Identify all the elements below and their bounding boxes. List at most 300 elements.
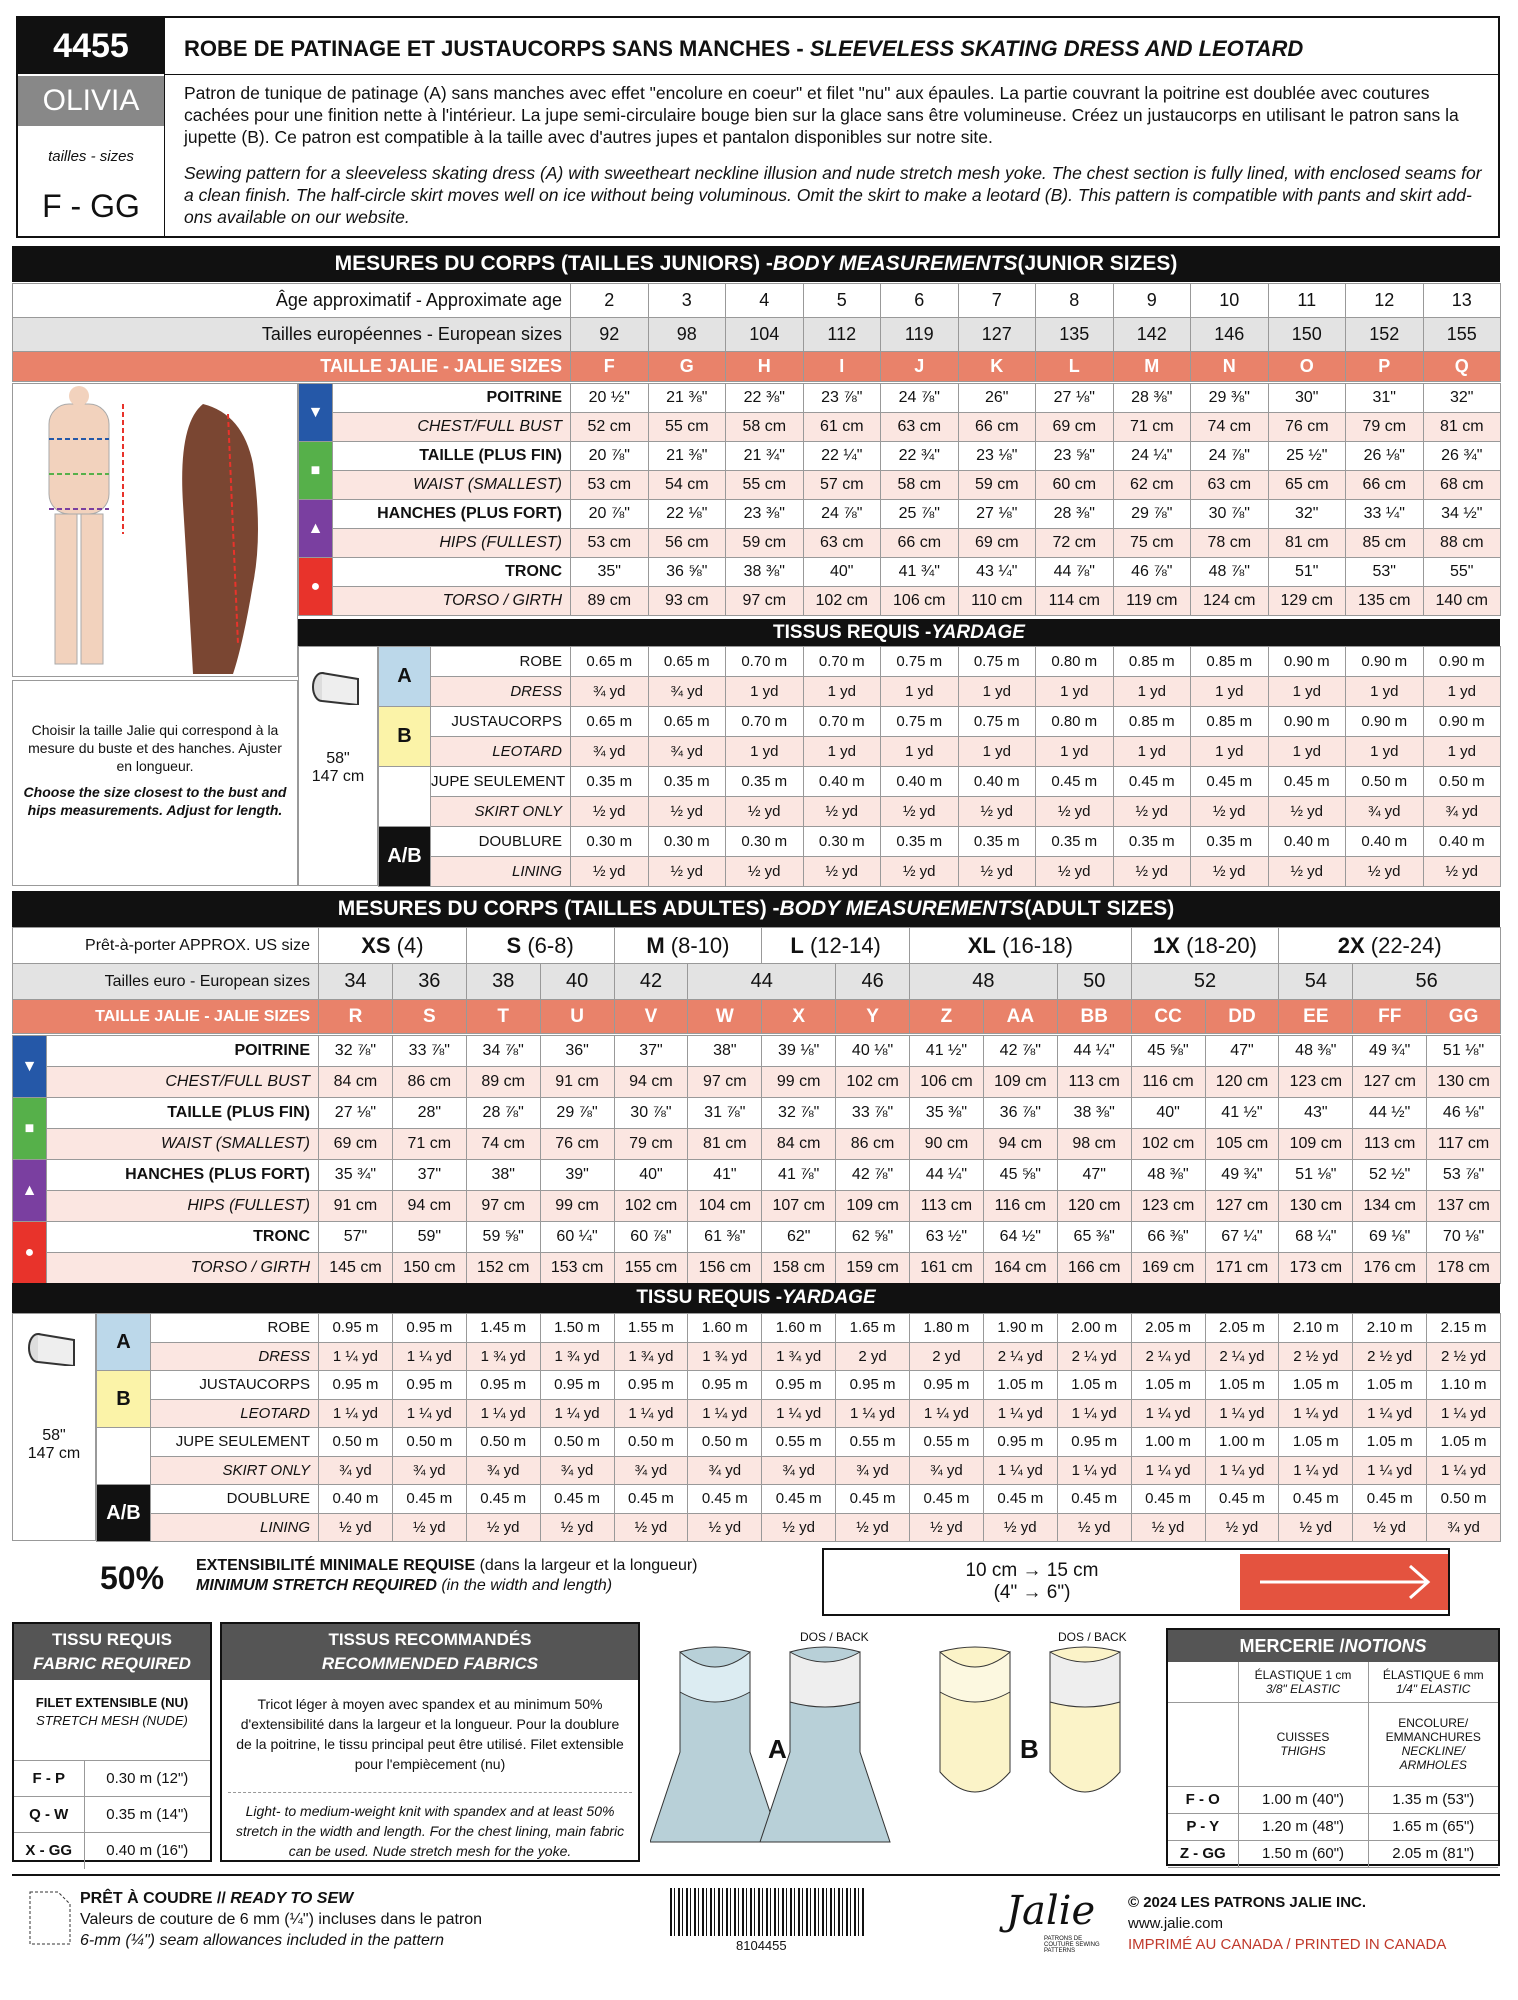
measure-cm-cell: 58 cm (881, 471, 959, 500)
yardage-yard-cell: ½ yd (571, 857, 649, 887)
measure-label-fr: POITRINE (333, 384, 571, 413)
euro-size-cell: 40 (540, 964, 614, 1000)
notion-size-range: F - O (1168, 1786, 1238, 1813)
yardage-metre-cell: 0.65 m (648, 707, 726, 737)
yardage-metre-cell: 1.60 m (688, 1314, 762, 1343)
yardage-yard-cell: 1 ¼ yd (319, 1399, 393, 1428)
measure-cm-cell: 59 cm (726, 529, 804, 558)
measure-inch-cell: 49 ¾" (1205, 1160, 1279, 1191)
measure-cm-cell: 81 cm (1423, 413, 1501, 442)
measure-cm-cell: 124 cm (1191, 587, 1269, 616)
measure-inch-cell: 22 ⅜" (726, 384, 804, 413)
yardage-yard-cell: 1 ¾ yd (688, 1342, 762, 1371)
yardage-yard-cell: ½ yd (614, 1513, 688, 1542)
yardage-yard-cell: 1 ¼ yd (1205, 1456, 1279, 1485)
yardage-metre-cell: 0.45 m (1036, 767, 1114, 797)
yardage-label-fr: DOUBLURE (431, 827, 571, 857)
measure-inch-cell: 46 ⅞" (1113, 558, 1191, 587)
yardage-label-fr: JUSTAUCORPS (151, 1371, 319, 1400)
view-b-label: B (1020, 1734, 1039, 1764)
jalie-size-cell: L (1036, 352, 1114, 382)
yardage-metre-cell: 0.30 m (803, 827, 881, 857)
measure-cm-cell: 76 cm (1268, 413, 1346, 442)
jalie-size-cell: DD (1205, 1000, 1279, 1034)
measure-cm-cell: 61 cm (803, 413, 881, 442)
yardage-metre-cell: 0.45 m (1113, 767, 1191, 797)
notion-amount: 1.50 m (60") (1238, 1840, 1368, 1867)
stretch-text: EXTENSIBILITÉ MINIMALE REQUISE (dans la largeur et la longueur) MINIMUM STRETCH REQUIRED (in the width and length) (196, 1557, 698, 1594)
measure-inch-cell: 33 ⅞" (392, 1036, 466, 1067)
measure-cm-cell: 55 cm (726, 471, 804, 500)
measure-cm-cell: 140 cm (1423, 587, 1501, 616)
jalie-size-cell: R (319, 1000, 393, 1034)
barcode-number: 8104455 (736, 1938, 787, 1953)
yardage-metre-cell: 0.65 m (571, 707, 649, 737)
measure-inch-cell: 42 ⅞" (983, 1036, 1057, 1067)
fabric-size-range: Q - W (14, 1797, 84, 1833)
measure-cm-cell: 85 cm (1346, 529, 1424, 558)
fabric-amount: 0.40 m (16") (106, 1842, 189, 1860)
yardage-yard-cell: 1 ¼ yd (1205, 1399, 1279, 1428)
fabric-roll-icon (308, 665, 368, 705)
yardage-metre-cell: 0.30 m (726, 827, 804, 857)
jalie-size-label: TAILLE JALIE - JALIE SIZES (13, 1000, 319, 1034)
measure-cm-cell: 72 cm (1036, 529, 1114, 558)
yardage-metre-cell: 0.85 m (1113, 647, 1191, 677)
yardage-metre-cell: 2.00 m (1057, 1314, 1131, 1343)
junior-yardage-title: TISSUS REQUIS - YARDAGE (298, 619, 1500, 646)
yardage-metre-cell: 0.45 m (1191, 767, 1269, 797)
yardage-view-tag: A/B (379, 827, 431, 887)
yardage-yard-cell: 1 yd (803, 677, 881, 707)
measure-inch-cell: 24 ⅞" (1191, 442, 1269, 471)
measure-cm-cell: 71 cm (1113, 413, 1191, 442)
measure-inch-cell: 60 ¼" (540, 1222, 614, 1253)
age-label: Âge approximatif - Approximate age (13, 284, 571, 318)
adult-title: MESURES DU CORPS (TAILLES ADULTES) - BODY MEASUREMENTS (ADULT SIZES) (12, 891, 1500, 927)
jalie-size-cell: BB (1057, 1000, 1131, 1034)
yardage-yard-cell: 1 ¼ yd (466, 1399, 540, 1428)
body-figure-illustration (13, 384, 299, 678)
yardage-yard-cell: ½ yd (1191, 797, 1269, 827)
yardage-yard-cell: 2 ¼ yd (983, 1342, 1057, 1371)
yardage-yard-cell: 2 ¼ yd (1057, 1342, 1131, 1371)
yardage-metre-cell: 0.45 m (688, 1485, 762, 1514)
torso-icon: ● (299, 558, 333, 616)
us-size-cell: XL (16-18) (910, 928, 1132, 964)
yardage-yard-cell: ¾ yd (392, 1456, 466, 1485)
choose-size-note: Choisir la taille Jalie qui correspond à la mesure du buste et des hanches. Ajuster en longueur. Choose the size closest to the bust and hips measurements. Adjust for length. (12, 680, 298, 886)
yardage-metre-cell: 0.65 m (648, 647, 726, 677)
ready-to-sew-icon (28, 1890, 72, 1946)
yardage-yard-cell: ¾ yd (319, 1456, 393, 1485)
recommended-fabrics-box: TISSUS RECOMMANDÉS RECOMMENDED FABRICS Tricot léger à moyen avec spandex et au minimum 50% d'extensibilité dans la largeur et la longueur. Pour la doublure de la poitrine, le tissu principal peut être utilisé. Filet extensible pour l'empiècement (nu) Light- to medium-weight knit with spandex and at least 50% stretch in the width and length. For the chest lining, main fabric can be used. Nude stretch mesh for the yoke. (220, 1622, 640, 1862)
measure-inch-cell: 34 ⅞" (466, 1036, 540, 1067)
yardage-yard-cell: 1 ¼ yd (1427, 1399, 1501, 1428)
measure-cm-cell: 102 cm (803, 587, 881, 616)
yardage-metre-cell: 0.50 m (1427, 1485, 1501, 1514)
yardage-yard-cell: 2 yd (910, 1342, 984, 1371)
yardage-label-en: SKIRT ONLY (151, 1456, 319, 1485)
measure-inch-cell: 33 ¼" (1346, 500, 1424, 529)
measure-inch-cell: 28 ⅜" (1036, 500, 1114, 529)
measure-inch-cell: 26 ¾" (1423, 442, 1501, 471)
measure-cm-cell: 54 cm (648, 471, 726, 500)
yardage-metre-cell: 0.55 m (836, 1428, 910, 1457)
measure-inch-cell: 38 ⅜" (1057, 1098, 1131, 1129)
measure-label-fr: POITRINE (47, 1036, 319, 1067)
measure-cm-cell: 99 cm (762, 1067, 836, 1098)
yardage-metre-cell: 0.45 m (836, 1485, 910, 1514)
euro-size-cell: 112 (803, 318, 881, 352)
yardage-metre-cell: 0.35 m (881, 827, 959, 857)
yardage-yard-cell: ½ yd (319, 1513, 393, 1542)
measure-inch-cell: 65 ⅜" (1057, 1222, 1131, 1253)
measure-cm-cell: 79 cm (614, 1129, 688, 1160)
measure-inch-cell: 25 ⅞" (881, 500, 959, 529)
measure-inch-cell: 35" (571, 558, 649, 587)
measure-cm-cell: 84 cm (762, 1129, 836, 1160)
yardage-yard-cell: ½ yd (540, 1513, 614, 1542)
age-cell: 6 (881, 284, 959, 318)
jalie-size-cell: W (688, 1000, 762, 1034)
measure-inch-cell: 44 ½" (1353, 1098, 1427, 1129)
measure-inch-cell: 53 ⅞" (1427, 1160, 1501, 1191)
copyright: © 2024 LES PATRONS JALIE INC. www.jalie.com IMPRIMÉ AU CANADA / PRINTED IN CANADA (1128, 1894, 1447, 1953)
yardage-yard-cell: ¾ yd (466, 1456, 540, 1485)
measure-inch-cell: 40" (803, 558, 881, 587)
yardage-yard-cell: 1 ¼ yd (983, 1456, 1057, 1485)
jalie-size-cell: M (1113, 352, 1191, 382)
jalie-size-cell: F (571, 352, 649, 382)
yardage-metre-cell: 1.05 m (1279, 1428, 1353, 1457)
euro-size-cell: 152 (1346, 318, 1424, 352)
yardage-yard-cell: ½ yd (688, 1513, 762, 1542)
measure-cm-cell: 153 cm (540, 1253, 614, 1284)
adult-fabric-width: 58" 147 cm (12, 1313, 96, 1541)
euro-size-cell: 34 (319, 964, 393, 1000)
yardage-yard-cell: 1 yd (1268, 737, 1346, 767)
yardage-yard-cell: 1 ¾ yd (614, 1342, 688, 1371)
measure-cm-cell: 90 cm (910, 1129, 984, 1160)
measure-cm-cell: 98 cm (1057, 1129, 1131, 1160)
yardage-yard-cell: 1 ¼ yd (836, 1399, 910, 1428)
bust-icon: ▼ (13, 1036, 47, 1098)
page-title: ROBE DE PATINAGE ET JUSTAUCORPS SANS MANCHES - SLEEVELESS SKATING DRESS AND LEOTARD (184, 36, 1304, 61)
yardage-yard-cell: 1 ¼ yd (540, 1399, 614, 1428)
measure-inch-cell: 23 ⅞" (803, 384, 881, 413)
measure-cm-cell: 97 cm (466, 1191, 540, 1222)
jalie-size-cell: Y (836, 1000, 910, 1034)
measure-inch-cell: 63 ½" (910, 1222, 984, 1253)
measure-cm-cell: 109 cm (1279, 1129, 1353, 1160)
yardage-yard-cell: 1 yd (726, 677, 804, 707)
measure-cm-cell: 84 cm (319, 1067, 393, 1098)
measure-cm-cell: 78 cm (1191, 529, 1269, 558)
yardage-metre-cell: 0.35 m (1036, 827, 1114, 857)
measure-inch-cell: 38 ⅜" (726, 558, 804, 587)
yardage-label-en: DRESS (431, 677, 571, 707)
measure-cm-cell: 130 cm (1427, 1067, 1501, 1098)
jalie-size-cell: GG (1427, 1000, 1501, 1034)
yardage-metre-cell: 0.35 m (726, 767, 804, 797)
yardage-yard-cell: 1 ¾ yd (762, 1342, 836, 1371)
measure-inch-cell: 22 ⅛" (648, 500, 726, 529)
euro-size-label: Tailles euro - European sizes (13, 964, 319, 1000)
yardage-metre-cell: 2.05 m (1205, 1314, 1279, 1343)
adult-size-table (12, 927, 1501, 1034)
yardage-yard-cell: ½ yd (881, 857, 959, 887)
measure-inch-cell: 37" (392, 1160, 466, 1191)
yardage-metre-cell: 0.95 m (540, 1371, 614, 1400)
measure-inch-cell: 53" (1346, 558, 1424, 587)
yardage-metre-cell: 0.85 m (1191, 647, 1269, 677)
jalie-size-cell: G (648, 352, 726, 382)
yardage-metre-cell: 0.95 m (466, 1371, 540, 1400)
jalie-size-cell: N (1191, 352, 1269, 382)
yardage-yard-cell: ½ yd (726, 857, 804, 887)
yardage-metre-cell: 0.45 m (614, 1485, 688, 1514)
yardage-metre-cell: 0.70 m (803, 707, 881, 737)
sizes-label: tailles - sizes (48, 148, 134, 165)
yardage-yard-cell: 1 ¼ yd (762, 1399, 836, 1428)
yardage-yard-cell: 1 yd (1423, 737, 1501, 767)
measure-cm-cell: 104 cm (688, 1191, 762, 1222)
yardage-metre-cell: 0.45 m (762, 1485, 836, 1514)
measure-cm-cell: 116 cm (983, 1191, 1057, 1222)
euro-size-cell: 119 (881, 318, 959, 352)
yardage-metre-cell: 0.50 m (466, 1428, 540, 1457)
yardage-metre-cell: 0.95 m (762, 1371, 836, 1400)
waist-icon: ■ (13, 1098, 47, 1160)
yardage-metre-cell: 0.50 m (540, 1428, 614, 1457)
jalie-size-cell: X (762, 1000, 836, 1034)
yardage-yard-cell: 1 ¼ yd (1353, 1456, 1427, 1485)
measure-inch-cell: 21 ¾" (726, 442, 804, 471)
yardage-yard-cell: 1 yd (1113, 677, 1191, 707)
measure-cm-cell: 105 cm (1205, 1129, 1279, 1160)
fabric-amount: 0.35 m (14") (106, 1806, 189, 1823)
measure-inch-cell: 59 ⅝" (466, 1222, 540, 1253)
yardage-metre-cell: 0.90 m (1346, 707, 1424, 737)
measure-inch-cell: 26 ⅛" (1346, 442, 1424, 471)
age-cell: 5 (803, 284, 881, 318)
measure-cm-cell: 69 cm (319, 1129, 393, 1160)
stretch-gauge: 10 cm → 15 cm (4" → 6") (822, 1548, 1450, 1616)
euro-size-cell: 56 (1353, 964, 1501, 1000)
measure-cm-cell: 137 cm (1427, 1191, 1501, 1222)
yardage-yard-cell: ½ yd (1036, 857, 1114, 887)
yardage-metre-cell: 0.70 m (803, 647, 881, 677)
yardage-metre-cell: 0.85 m (1113, 707, 1191, 737)
age-cell: 13 (1423, 284, 1501, 318)
measure-label-fr: HANCHES (PLUS FORT) (333, 500, 571, 529)
measure-cm-cell: 81 cm (688, 1129, 762, 1160)
measure-inch-cell: 36 ⅝" (648, 558, 726, 587)
measure-inch-cell: 46 ⅛" (1427, 1098, 1501, 1129)
measure-inch-cell: 40" (1131, 1098, 1205, 1129)
euro-size-cell: 127 (958, 318, 1036, 352)
yardage-yard-cell: 1 ¾ yd (466, 1342, 540, 1371)
yardage-metre-cell: 0.45 m (1205, 1485, 1279, 1514)
neckline-label: ENCOLURE/ EMMANCHURES (1385, 1716, 1481, 1744)
yardage-yard-cell: ½ yd (983, 1513, 1057, 1542)
yardage-yard-cell: 1 yd (1346, 677, 1424, 707)
yardage-yard-cell: 1 yd (881, 737, 959, 767)
jalie-logo: Jalie (1006, 1888, 1096, 1934)
yardage-metre-cell: 0.35 m (958, 827, 1036, 857)
measure-inch-cell: 44 ¼" (1057, 1036, 1131, 1067)
measure-cm-cell: 91 cm (540, 1067, 614, 1098)
yardage-yard-cell: 1 yd (1191, 677, 1269, 707)
yardage-yard-cell: 1 yd (1191, 737, 1269, 767)
yardage-yard-cell: ¾ yd (762, 1456, 836, 1485)
measure-cm-cell: 113 cm (1353, 1129, 1427, 1160)
yardage-metre-cell: 0.45 m (1279, 1485, 1353, 1514)
measure-label-en: TORSO / GIRTH (333, 587, 571, 616)
yardage-yard-cell: ½ yd (726, 797, 804, 827)
yardage-yard-cell: 1 yd (1346, 737, 1424, 767)
measure-cm-cell: 52 cm (571, 413, 649, 442)
measure-cm-cell: 71 cm (392, 1129, 466, 1160)
stretch-arrow (1240, 1554, 1448, 1610)
measure-inch-cell: 47" (1205, 1036, 1279, 1067)
euro-size-cell: 42 (614, 964, 688, 1000)
yardage-label-en: SKIRT ONLY (431, 797, 571, 827)
measure-inch-cell: 26" (958, 384, 1036, 413)
yardage-yard-cell: ½ yd (803, 797, 881, 827)
measure-cm-cell: 97 cm (726, 587, 804, 616)
yardage-metre-cell: 0.45 m (1057, 1485, 1131, 1514)
measure-cm-cell: 107 cm (762, 1191, 836, 1222)
measure-cm-cell: 123 cm (1279, 1067, 1353, 1098)
yardage-yard-cell: 2 ½ yd (1279, 1342, 1353, 1371)
measure-inch-cell: 30 ⅞" (1191, 500, 1269, 529)
stretch-percent: 50% (100, 1560, 165, 1596)
yardage-metre-cell: 0.50 m (1346, 767, 1424, 797)
euro-size-cell: 150 (1268, 318, 1346, 352)
measure-inch-cell: 39" (540, 1160, 614, 1191)
yardage-metre-cell: 0.45 m (910, 1485, 984, 1514)
yardage-label-en: LEOTARD (151, 1399, 319, 1428)
yardage-yard-cell: ½ yd (1113, 857, 1191, 887)
measure-inch-cell: 66 ⅜" (1131, 1222, 1205, 1253)
euro-size-cell: 155 (1423, 318, 1501, 352)
yardage-metre-cell: 0.45 m (983, 1485, 1057, 1514)
yardage-label-en: DRESS (151, 1342, 319, 1371)
yardage-metre-cell: 0.75 m (958, 707, 1036, 737)
jalie-size-cell: FF (1353, 1000, 1427, 1034)
jalie-size-cell: U (540, 1000, 614, 1034)
yardage-metre-cell: 1.05 m (983, 1371, 1057, 1400)
measure-inch-cell: 55" (1423, 558, 1501, 587)
measure-inch-cell: 22 ¼" (803, 442, 881, 471)
yardage-yard-cell: 1 ¾ yd (540, 1342, 614, 1371)
measure-cm-cell: 171 cm (1205, 1253, 1279, 1284)
measure-inch-cell: 60 ⅞" (614, 1222, 688, 1253)
yardage-yard-cell: ½ yd (1057, 1513, 1131, 1542)
measure-cm-cell: 63 cm (803, 529, 881, 558)
fabric-size-range: F - P (14, 1761, 84, 1797)
yardage-metre-cell: 0.75 m (881, 647, 959, 677)
yardage-yard-cell: 1 yd (726, 737, 804, 767)
measure-label-fr: TAILLE (PLUS FIN) (47, 1098, 319, 1129)
measure-inch-cell: 21 ⅜" (648, 384, 726, 413)
yardage-metre-cell: 1.00 m (1205, 1428, 1279, 1457)
us-size-cell: L (12-14) (762, 928, 910, 964)
yardage-yard-cell: 1 ¼ yd (983, 1399, 1057, 1428)
yardage-yard-cell: ½ yd (881, 797, 959, 827)
yardage-metre-cell: 0.90 m (1423, 647, 1501, 677)
junior-measurements-table (298, 383, 1501, 616)
measure-cm-cell: 135 cm (1346, 587, 1424, 616)
measure-inch-cell: 20 ⅞" (571, 500, 649, 529)
ready-to-sew: PRÊT À COUDRE // READY TO SEW Valeurs de couture de 6 mm (¼") incluses dans le patron 6-mm (¼") seam allowances included in the pattern (80, 1890, 483, 1949)
yardage-metre-cell: 0.45 m (1131, 1485, 1205, 1514)
measure-inch-cell: 22 ¾" (881, 442, 959, 471)
measure-cm-cell: 164 cm (983, 1253, 1057, 1284)
measure-inch-cell: 33 ⅞" (836, 1098, 910, 1129)
measure-inch-cell: 32" (1268, 500, 1346, 529)
measure-cm-cell: 169 cm (1131, 1253, 1205, 1284)
measure-label-en: CHEST/FULL BUST (47, 1067, 319, 1098)
measure-inch-cell: 49 ¾" (1353, 1036, 1427, 1067)
yardage-yard-cell: ½ yd (1113, 797, 1191, 827)
yardage-metre-cell: 0.50 m (319, 1428, 393, 1457)
yardage-metre-cell: 1.05 m (1427, 1428, 1501, 1457)
measure-inch-cell: 37" (614, 1036, 688, 1067)
measure-cm-cell: 81 cm (1268, 529, 1346, 558)
yardage-metre-cell: 0.40 m (1423, 827, 1501, 857)
yardage-view-tag: A (97, 1314, 151, 1371)
euro-size-cell: 135 (1036, 318, 1114, 352)
yardage-yard-cell: ½ yd (571, 797, 649, 827)
yardage-yard-cell: 1 ¼ yd (1279, 1399, 1353, 1428)
yardage-metre-cell: 0.85 m (1191, 707, 1269, 737)
measure-cm-cell: 110 cm (958, 587, 1036, 616)
notion-amount: 1.35 m (53") (1392, 1791, 1475, 1808)
measure-cm-cell: 120 cm (1205, 1067, 1279, 1098)
jalie-size-cell: V (614, 1000, 688, 1034)
yardage-metre-cell: 0.95 m (836, 1371, 910, 1400)
measure-cm-cell: 91 cm (319, 1191, 393, 1222)
measure-inch-cell: 23 ⅛" (958, 442, 1036, 471)
measure-cm-cell: 66 cm (881, 529, 959, 558)
yardage-yard-cell: ½ yd (1353, 1513, 1427, 1542)
jalie-size-cell: P (1346, 352, 1424, 382)
yardage-yard-cell: 1 ¼ yd (910, 1399, 984, 1428)
notion-amount: 1.20 m (48") (1238, 1813, 1368, 1840)
garment-illustrations (650, 1622, 1160, 1872)
thighs-label: CUISSES (1276, 1730, 1330, 1744)
measure-cm-cell: 156 cm (688, 1253, 762, 1284)
measure-cm-cell: 68 cm (1423, 471, 1501, 500)
us-size-label: Prêt-à-porter APPROX. US size (13, 928, 319, 964)
measure-inch-cell: 57" (319, 1222, 393, 1253)
yardage-yard-cell: ½ yd (1036, 797, 1114, 827)
yardage-metre-cell: 0.55 m (910, 1428, 984, 1457)
measure-cm-cell: 89 cm (571, 587, 649, 616)
yardage-metre-cell: 0.30 m (648, 827, 726, 857)
yardage-metre-cell: 0.50 m (688, 1428, 762, 1457)
jalie-size-cell: K (958, 352, 1036, 382)
yardage-yard-cell: 2 ¼ yd (1131, 1342, 1205, 1371)
header (16, 16, 1500, 238)
yardage-yard-cell: 1 ¼ yd (688, 1399, 762, 1428)
yardage-yard-cell: ¾ yd (836, 1456, 910, 1485)
measure-label-en: CHEST/FULL BUST (333, 413, 571, 442)
yardage-yard-cell: 1 ¼ yd (1353, 1399, 1427, 1428)
